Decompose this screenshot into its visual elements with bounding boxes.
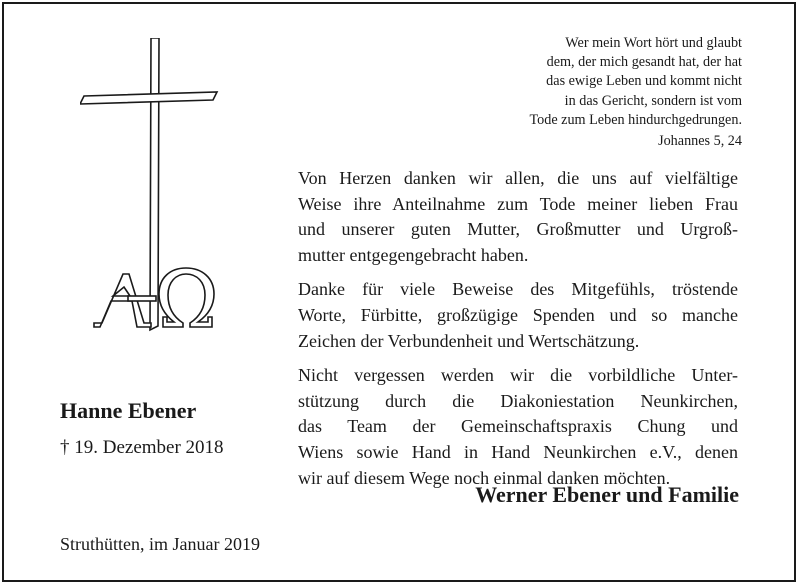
text-line: und unserer guten Mutter, Großmutter und Urgroß-	[298, 219, 738, 240]
cross-horizontal-beam	[80, 92, 217, 104]
text-line: mutter entgegengebracht haben.	[298, 244, 529, 265]
text-line: Nicht vergessen werden wir die vorbildliche Unter-	[298, 365, 738, 386]
quote-line: Tode zum Leben hindurchgedrungen.	[529, 111, 742, 128]
quote-reference: Johannes 5, 24	[658, 133, 742, 150]
thanks-text	[298, 166, 738, 500]
text-line: Danke für viele Beweise des Mitgefühls, tröstende	[298, 279, 738, 300]
text-line: Weise ihre Anteilnahme zum Tode meiner lieben Frau	[298, 193, 738, 214]
text-line: Wiens sowie Hand in Hand Neunkirchen e.V., denen	[298, 441, 738, 462]
paragraph	[298, 277, 738, 354]
paragraph	[298, 166, 738, 268]
quote-line: dem, der mich gesandt hat, der hat	[546, 54, 742, 71]
quote-line: Wer mein Wort hört und glaubt	[565, 35, 742, 51]
alpha-crossbar	[128, 296, 156, 301]
death-date: † 19. Dezember 2018	[60, 437, 224, 458]
text-line: stützung durch die Diakoniestation Neunkirchen,	[298, 390, 738, 411]
text-line: Von Herzen danken wir allen, die uns auf vielfältige	[298, 168, 738, 188]
place-date: Struthütten, im Januar 2019	[60, 534, 260, 554]
paragraph	[298, 363, 738, 491]
quote-line: in das Gericht, sondern ist vom	[564, 92, 742, 109]
cross-alpha-omega-icon	[80, 38, 250, 358]
deceased-name: Hanne Ebener	[60, 398, 197, 423]
quote-line: das ewige Leben und kommt nicht	[546, 73, 742, 90]
signature: Werner Ebener und Familie	[475, 482, 739, 507]
text-line: Worte, Fürbitte, großzügige Spenden und so manche	[298, 304, 738, 325]
bible-quote	[412, 34, 742, 151]
cross-vertical-beam	[150, 38, 159, 330]
text-line: Zeichen der Verbundenheit und Wertschätzung.	[298, 330, 640, 351]
omega-letter	[159, 268, 214, 327]
text-line: das Team der Gemeinschaftspraxis Chung und	[298, 416, 738, 437]
text-line: wir auf diesem Wege noch einmal danken möchten.	[298, 467, 671, 488]
